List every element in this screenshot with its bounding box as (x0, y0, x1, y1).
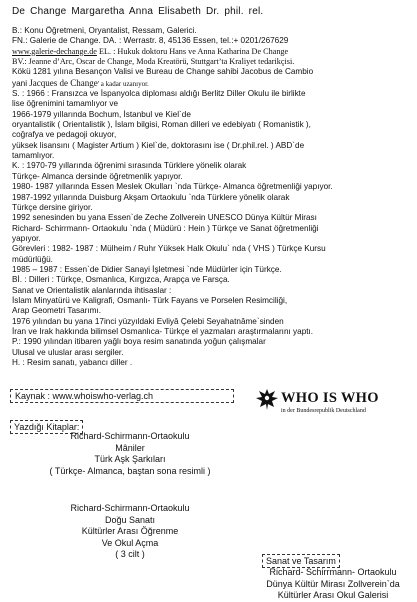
line-specialties-2: Arap Geometri Tasarımı. (12, 306, 102, 316)
line-occupation: B.: Konu Öğretmeni, Oryantalist, Ressam, Galerici. (12, 26, 197, 35)
line-roots: Kökü 1281 yılına Besançon Valisi ve Bureau de Change sahibi Jacobus de Cambio (12, 67, 314, 77)
line-career-4: 1987-1992 yıllarında Duisburg Akşam Ortaokulu `nda Türklere yönelik olarak (12, 192, 290, 202)
eagle-icon (254, 386, 280, 412)
line-languages: Bİ. : Dilleri : Türkçe, Osmanlıca, Kırgızca, Arapça ve Farsça. (12, 275, 230, 285)
line-ancestors-b: , Stuttgart’ta Kraliyet tedarikçisi. (186, 57, 295, 67)
book-2-title: Doğu Sanatı (104, 514, 156, 525)
line-specialties-1: İslam Minyatürü ve Kaligrafi, Osmanlı- Türk Fayans ve Porselen Resimciliği, (12, 295, 288, 305)
line-duties-3: 1985 – 1987 : Essen`de Didier Sanayi İşletmesi `nde Müdürler için Türkçe. (12, 264, 282, 274)
book-1-publisher: Richard-Schirmann-Ortaokulu (70, 431, 190, 441)
line-web-parents (12, 47, 407, 57)
book-3-subtitle: Kültürler Arası Okul Galerisi (277, 590, 389, 600)
book-3-title: Dünya Kültür Mirası Zollverein`da (266, 578, 400, 589)
source-box: Kaynak : www.whoiswho-verlag.ch (10, 389, 234, 403)
book-2-volumes: ( 3 cilt ) (115, 549, 145, 559)
logo-subtitle: in der Bundesrepublik Deutschland (281, 408, 366, 414)
line-roots-name: Jacques de Change (29, 77, 98, 88)
line-roots-c: ' a kadar uzanıyor. (97, 79, 149, 88)
biography-text (12, 26, 407, 368)
book-1-title: Mâniler (115, 442, 145, 453)
book-1-note: ( Türkçe- Almanca, baştan sona resimli ) (49, 465, 211, 476)
line-parents: EL. : Hukuk doktoru Hans ve Anna Katharina De Change (96, 46, 289, 56)
book-1-subtitle: Türk Aşk Şarkıları (94, 454, 166, 464)
line-career-8: yapıyor. (12, 233, 41, 243)
line-research-2: İran ve Irak hakkında bilimsel Osmanlıca- Türkçe el yazmaları araştırmalarını yaptı. (12, 326, 314, 336)
book-1 (10, 431, 250, 477)
line-career-7: Richard- Schirrmann- Ortaokulu `nda ( Müdürü : Hein ) Türkçe ve Sanat öğretmenliği (12, 223, 319, 233)
line-education-3: 1966-1979 yıllarında Bochum, İstanbul ve Kiel`de (12, 109, 191, 119)
book-2-publisher: Richard-Schirmann-Ortaokulu (70, 503, 190, 513)
line-ancestors (12, 57, 407, 67)
line-roots-cont (12, 78, 407, 89)
book-2-subtitle-2: Ve Okul Açma (101, 537, 159, 548)
line-specialties: Sanat ve Orientalistik alanlarında ihtisaslar : (12, 285, 172, 295)
line-hobbies: H. : Resim sanatı, yabancı diller . (12, 358, 133, 367)
logo-brand: WHO IS WHO (281, 390, 379, 406)
line-career-5: Türkçe dersine giriyor. (12, 202, 93, 212)
line-painting: P.: 1990 yılından itibaren yağlı boya resim sanatında yoğun çalışmalar (12, 337, 266, 347)
line-roots-a: yani (12, 78, 30, 88)
page-title: De Change Margaretha Anna Elisabeth Dr. phil. rel. (12, 6, 264, 17)
line-education-7: tamamlıyor. (12, 151, 55, 161)
line-career-6: 1992 senesinden bu yana Essen`de Zeche Zollverein UNESCO Dünya Kültür Mirası (12, 213, 317, 223)
line-education-4: oryantalistik ( Orientalistik ), İslam bilgisi, Roman dilleri ve edebiyatı ( Romanistik ), (12, 120, 311, 130)
line-address: FN.: Galerie de Change. DA. : Werrastr. 8, 45136 Essen, tel.:+ 0201/267629 (12, 36, 289, 46)
line-education-5: coğrafya ve pedagoji okuyor, (12, 130, 117, 140)
line-ancestors-a: BV.: Jeanne d’Arc, Oscar de Change, Moda Kreatörü (12, 57, 187, 67)
book-3 (252, 567, 414, 602)
line-career-3: 1980- 1987 yıllarında Essen Meslek Okulları `nda Türkçe- Almanca öğretmenliği yapıyor. (12, 182, 333, 192)
website-link[interactable]: www.galerie-dechange.de (12, 46, 97, 56)
line-career-2: Türkçe- Almanca dersinde öğretmenlik yapıyor. (12, 171, 183, 181)
book-2 (10, 503, 250, 561)
art-heading: Sanat ve Tasarım (262, 554, 340, 568)
book-3-publisher: Richard- Schirrmann- Ortaokulu (269, 567, 397, 577)
line-exhibitions: Ulusal ve uluslar arası sergiler. (12, 347, 124, 357)
line-research-1: 1976 yılından bu yana 17inci yüzyıldaki Evliyâ Çelebi Seyahatnâme`sinden (12, 316, 284, 326)
who-is-who-logo (254, 386, 406, 418)
line-education-6: yüksek lisansını ( Magister Artium ) Kiel`de, doktorasını ise ( Dr.phil.rel. ) ABD`de (12, 140, 305, 150)
book-2-subtitle-1: Kültürler Arası Öğrenme (81, 526, 179, 536)
line-career-1: K. : 1970-79 yıllarında öğrenimi sırasında Türklere yönelik olarak (12, 161, 247, 171)
books-heading: Yazdığı Kitaplar: (10, 420, 83, 434)
line-education-1: S. : 1966 : Fransızca ve İspanyolca diploması aldığı Berlitz Diller Okulu ile birlikte (12, 89, 306, 99)
line-education-2: lise öğrenimini tamamlıyor ve (12, 99, 119, 109)
line-duties-2: müdürlüğü. (12, 254, 53, 264)
line-duties-1: Görevleri : 1982- 1987 : Mülheim / Ruhr Yüksek Halk Okulu` nda ( VHS ) Türkçe Kursu (12, 244, 326, 254)
